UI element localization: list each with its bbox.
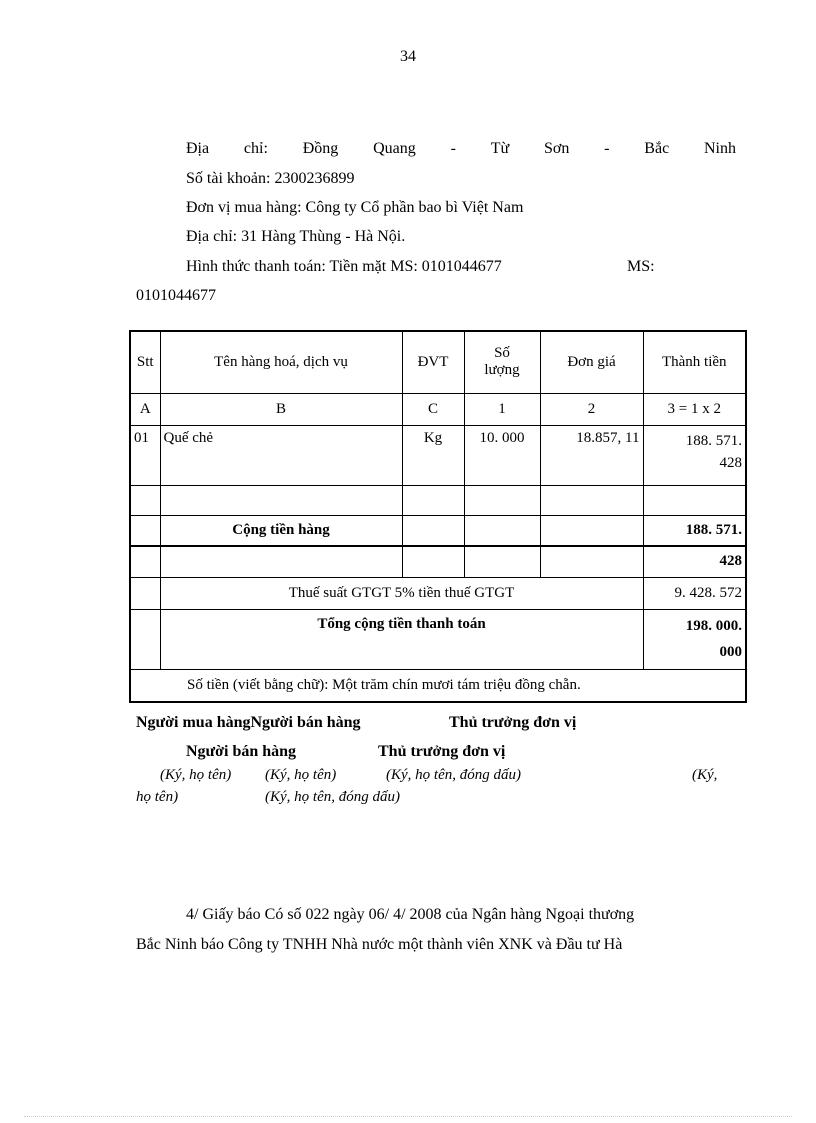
sign-note: họ tên) xyxy=(136,789,179,805)
buyer-unit: Đơn vị mua hàng: Công ty Cổ phần bao bì Việt Nam xyxy=(186,199,524,216)
address-word: - xyxy=(604,140,610,157)
item-price: 18.857, 11 xyxy=(540,425,643,485)
header-unit: ĐVT xyxy=(402,331,464,393)
signature-seller: Người bán hàng xyxy=(186,743,297,760)
code-unit: C xyxy=(402,393,464,425)
subtotal-amount-a: 188. 571. xyxy=(643,515,746,546)
account-number: Số tài khoản: 2300236899 xyxy=(186,170,355,187)
table-row-empty xyxy=(130,485,746,515)
address-word: Địa xyxy=(186,140,210,157)
code-name: B xyxy=(160,393,402,425)
item-amount-part: 428 xyxy=(719,454,742,471)
item-qty: 10. 000 xyxy=(464,425,540,485)
total-amount-part: 198. 000. xyxy=(685,618,742,634)
item-unit: Kg xyxy=(402,425,464,485)
item-amount-part: 188. 571. xyxy=(685,432,742,449)
payment-ms-label: MS: xyxy=(627,258,655,275)
subtotal-label: Cộng tiền hàng xyxy=(160,515,402,546)
payment-ms-value: 0101044677 xyxy=(136,287,216,304)
subtotal-row-continued xyxy=(130,546,746,577)
total-label: Tổng cộng tiền thanh toán xyxy=(160,609,643,669)
invoice-table xyxy=(129,330,747,703)
payment-method: Hình thức thanh toán: Tiền mặt MS: 0101044677 xyxy=(186,258,502,275)
header-qty xyxy=(464,331,540,393)
total-amount-part: 000 xyxy=(719,644,742,660)
sign-note: (Ký, xyxy=(692,767,718,783)
item-amount xyxy=(643,425,746,485)
table-header-row xyxy=(130,331,746,393)
buyer-address: Địa chỉ: 31 Hàng Thùng - Hà Nội. xyxy=(186,228,406,245)
subtotal-amount-b: 428 xyxy=(643,546,746,577)
paragraph-line: Bắc Ninh báo Công ty TNHH Nhà nước một thành viên XNK và Đầu tư Hà xyxy=(136,936,623,953)
address-word: Sơn xyxy=(543,140,570,157)
code-price: 2 xyxy=(540,393,643,425)
vat-amount: 9. 428. 572 xyxy=(643,577,746,609)
item-stt: 01 xyxy=(130,425,160,485)
header-stt: Stt xyxy=(130,331,160,393)
table-code-row xyxy=(130,393,746,425)
sign-note: (Ký, họ tên, đóng dấu) xyxy=(386,767,521,783)
seller-address xyxy=(186,140,736,158)
signature-head-of-unit-2: Thủ trưởng đơn vị xyxy=(378,743,506,760)
address-word: Đồng xyxy=(302,140,339,157)
code-stt: A xyxy=(130,393,160,425)
page-number: 34 xyxy=(400,48,416,65)
sign-note: (Ký, họ tên, đóng dấu) xyxy=(265,789,400,805)
code-amount: 3 = 1 x 2 xyxy=(643,393,746,425)
total-row xyxy=(130,609,746,669)
amount-in-words-row xyxy=(130,669,746,702)
page-bottom-divider xyxy=(24,1116,792,1117)
address-word: Từ xyxy=(490,140,510,157)
table-row xyxy=(130,425,746,485)
header-name: Tên hàng hoá, dịch vụ xyxy=(160,331,402,393)
item-name: Quế chẻ xyxy=(160,425,402,485)
address-word: Bắc xyxy=(644,140,670,157)
signature-buyer-seller: Người mua hàngNgười bán hàng xyxy=(136,714,361,731)
address-word: chỉ: xyxy=(243,140,268,157)
vat-label: Thuế suất GTGT 5% tiền thuế GTGT xyxy=(160,577,643,609)
total-amount xyxy=(643,609,746,669)
subtotal-row xyxy=(130,515,746,546)
signature-head-of-unit: Thủ trưởng đơn vị xyxy=(449,714,577,731)
sign-note: (Ký, họ tên) xyxy=(265,767,337,783)
amount-in-words: Số tiền (viết bằng chữ): Một trăm chín mươi tám triệu đồng chẵn. xyxy=(130,669,746,702)
header-amount: Thành tiền xyxy=(643,331,746,393)
vat-row xyxy=(130,577,746,609)
address-word: Ninh xyxy=(703,140,736,157)
header-price: Đơn giá xyxy=(540,331,643,393)
code-qty: 1 xyxy=(464,393,540,425)
header-qty-bottom: lượng xyxy=(484,362,520,379)
address-word: - xyxy=(450,140,456,157)
header-qty-top: Số xyxy=(494,345,510,362)
sign-note: (Ký, họ tên) xyxy=(160,767,232,783)
address-word: Quang xyxy=(373,140,416,157)
paragraph-line: 4/ Giấy báo Có số 022 ngày 06/ 4/ 2008 của Ngân hàng Ngoại thương xyxy=(186,906,635,923)
